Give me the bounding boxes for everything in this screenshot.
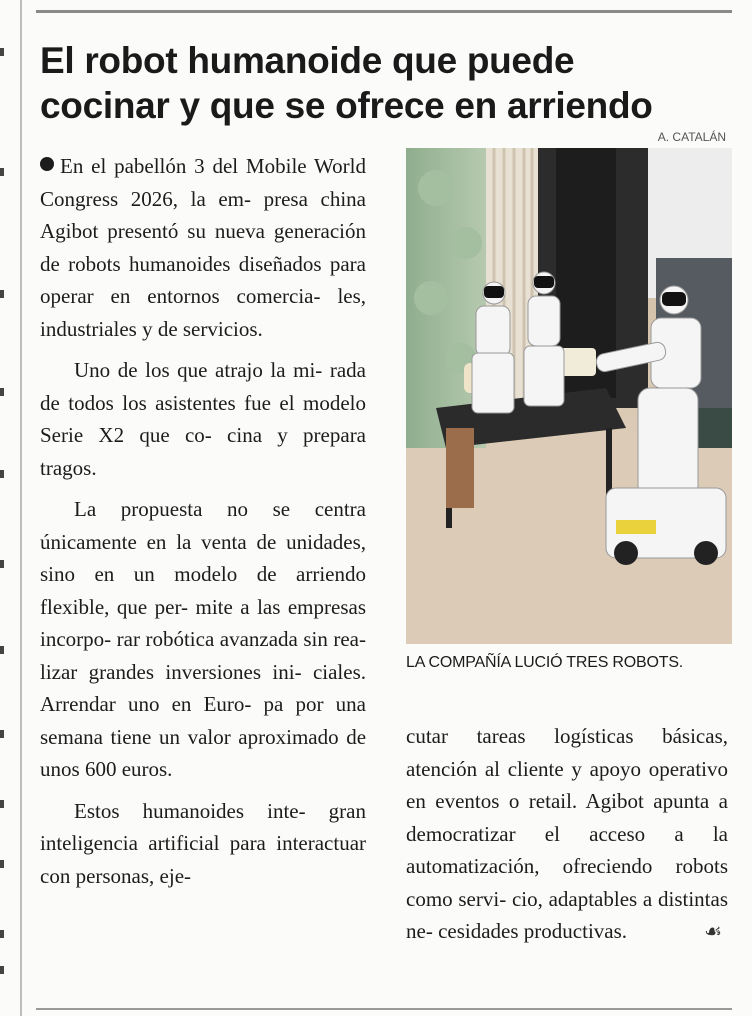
article-column-1	[40, 150, 366, 892]
paragraph-4: Estos humanoides inte- gran inteligencia artificial para interactuar con personas, eje-	[40, 798, 367, 888]
photo-caption: LA COMPAÑÍA LUCIÓ TRES ROBOTS.	[406, 654, 684, 671]
paragraph-3: La propuesta no se centra únicamente en la venta de unidades, sino en un modelo de arriendo flexible, que per- mite a las empresas incorpo- rar robótica avanzada sin rea- lizar grandes inversiones ini- ciales. Arrendar uno en Euro- pa por una semana tiene un valor aproximado de unos 600 euros.	[40, 497, 367, 781]
photo-credit: A. CATALÁN	[657, 130, 726, 144]
bullet-icon	[40, 157, 54, 171]
article-column-2	[406, 720, 728, 948]
article-headline	[40, 38, 740, 128]
paragraph-4-continued: cutar tareas logísticas básicas, atención al cliente y apoyo operativo en eventos o retail. Agibot apunta a democratizar el acceso a la automatización, ofreciendo robots como servi- cio, adaptables a distintas ne- cesidades productivas. ☙	[406, 720, 728, 948]
bottom-rule	[36, 1008, 732, 1010]
robots-photo	[406, 148, 732, 644]
paragraph-2: Uno de los que atrajo la mi- rada de todos los asistentes fue el modelo Serie X2 que co- cina y prepara tragos.	[40, 358, 367, 480]
end-of-article-icon: ☙	[704, 919, 722, 943]
page-edge-marks	[0, 0, 6, 1016]
headline-line-2: cocinar y que se ofrece en arriendo	[40, 85, 653, 126]
page-gutter-line	[20, 0, 22, 1016]
headline-line-1: El robot humanoide que puede	[40, 40, 575, 81]
top-rule	[36, 10, 732, 13]
paragraph-1: En el pabellón 3 del Mobile World Congress 2026, la em- presa china Agibot presentó su nueva generación de robots humanoides diseñados para operar en entornos comercia- les, industriales y de servicios.	[40, 154, 367, 341]
